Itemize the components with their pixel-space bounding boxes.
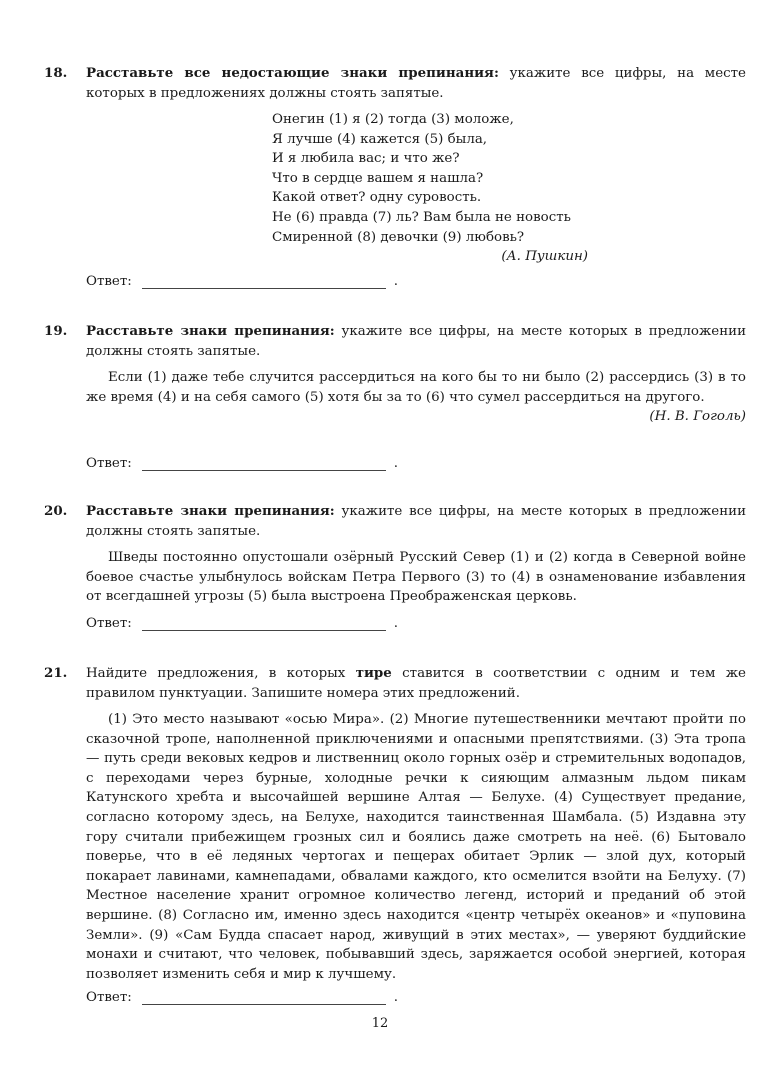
answer-end: . (393, 456, 399, 471)
poem-line: Какой ответ? одну суровость. (272, 190, 482, 206)
instruction-bold: Расставьте знаки препинания: (86, 323, 335, 339)
answer-end: . (393, 990, 399, 1005)
task-number: 20. (44, 503, 68, 519)
task-instruction (86, 664, 746, 703)
answer-row (86, 272, 406, 292)
task-text (86, 710, 746, 984)
answer-label: Ответ: (86, 456, 132, 471)
answer-label: Ответ: (86, 990, 132, 1005)
instruction-text-start: Найдите предложения, в которых (86, 666, 356, 681)
task-instruction (86, 322, 746, 361)
instruction-text: ставится в соответствии с одним и тем же правилом пунктуации. Запишите номера этих предложений. (86, 666, 746, 701)
answer-field[interactable] (142, 1003, 386, 1005)
instruction-text: укажите все цифры, на месте которых в предложениях должны стоять запятые. (86, 66, 746, 101)
answer-end: . (393, 274, 399, 289)
task-instruction (86, 502, 746, 541)
instruction-text: укажите все цифры, на месте которых в предложении должны стоять запятые. (86, 504, 746, 539)
sentence: Если (1) даже тебе случится рассердиться на кого бы то ни было (2) рассердись (3) в то же время (4) и на себя самого (5) хотя бы за то (6) что сумел рассердиться на другого. (86, 370, 746, 405)
answer-field[interactable] (142, 629, 386, 631)
instruction-bold: тире (355, 665, 392, 681)
answer-label: Ответ: (86, 274, 132, 289)
poem-line: Онегин (1) я (2) тогда (3) моложе, (272, 112, 514, 127)
page-number: 12 (371, 1016, 389, 1031)
task-instruction (86, 64, 746, 103)
poem-line: И я любила вас; и что же? (272, 151, 460, 167)
task-text (86, 368, 746, 427)
author: (Н. В. Гоголь) (649, 409, 746, 425)
poem-line: Смиренной (8) девочки (9) любовь? (272, 229, 525, 245)
passage: (1) Это место называют «осью Мира». (2) Многие путешественники мечтают пройти по сказочной тропе, наполненной приключениями и опасными препятствиями. (3) Эта тропа — путь среди вековых кедров и лиственниц около горных озёр и стремительных водопадов, с переходами через бурные, холодные речки к сияющим алмазным льдом пикам Катунского хребта и высочайшей вершине Алтая — Белухе. (4) Существует предание, согласно которому здесь, на Белухе, находится таинственная Шамбала. (5) Издавна эту гору считали прибежищем грозных сил и боялись даже смотреть на неё. (6) Бытовало поверье, что в её ледяных чертогах и пещерах обитает Эрлик — злой дух, который покарает лавинами, камнепадами, обвалами каждого, кто осмелится взойти на Белуху. (7) Местное население хранит огромное количество легенд, историй и преданий об этой вершине. (8) Согласно им, именно здесь находится «центр четырёх океанов» и «пуповина Земли». (9) «Сам Будда спасает народ, живущий в этих местах», — уверяют буддийские монахи и считают, что человек, побывавший здесь, заряжается особой энергией, которая позволяет изменить себя и мир к лучшему. (86, 712, 746, 982)
task-number: 18. (44, 65, 68, 81)
answer-row (86, 614, 406, 634)
answer-row (86, 454, 406, 474)
task-number: 21. (44, 665, 68, 681)
instruction-bold: Расставьте все недостающие знаки препинания: (86, 65, 499, 81)
poem-line: Что в сердце вашем я нашла? (272, 170, 484, 186)
answer-end: . (393, 616, 399, 631)
answer-row (86, 988, 406, 1008)
poem-line: Не (6) правда (7) ль? Вам была не новость (272, 209, 571, 225)
author: (А. Пушкин) (501, 249, 588, 265)
instruction-bold: Расставьте знаки препинания: (86, 503, 335, 519)
sentence: Шведы постоянно опустошали озёрный Русский Север (1) и (2) когда в Северной войне боевое счастье улыбнулось войскам Петра Первого (3) то (4) в ознаменование избавления от всегдашней угрозы (5) была выстроена Преображенская церковь. (86, 550, 746, 605)
answer-field[interactable] (142, 287, 386, 289)
instruction-text: укажите все цифры, на месте которых в предложении должны стоять запятые. (86, 324, 746, 359)
poem (272, 110, 588, 267)
task-text (86, 548, 746, 607)
poem-line: Я лучше (4) кажется (5) была, (272, 131, 488, 147)
answer-field[interactable] (142, 469, 386, 471)
task-number: 19. (44, 323, 68, 339)
answer-label: Ответ: (86, 616, 132, 631)
